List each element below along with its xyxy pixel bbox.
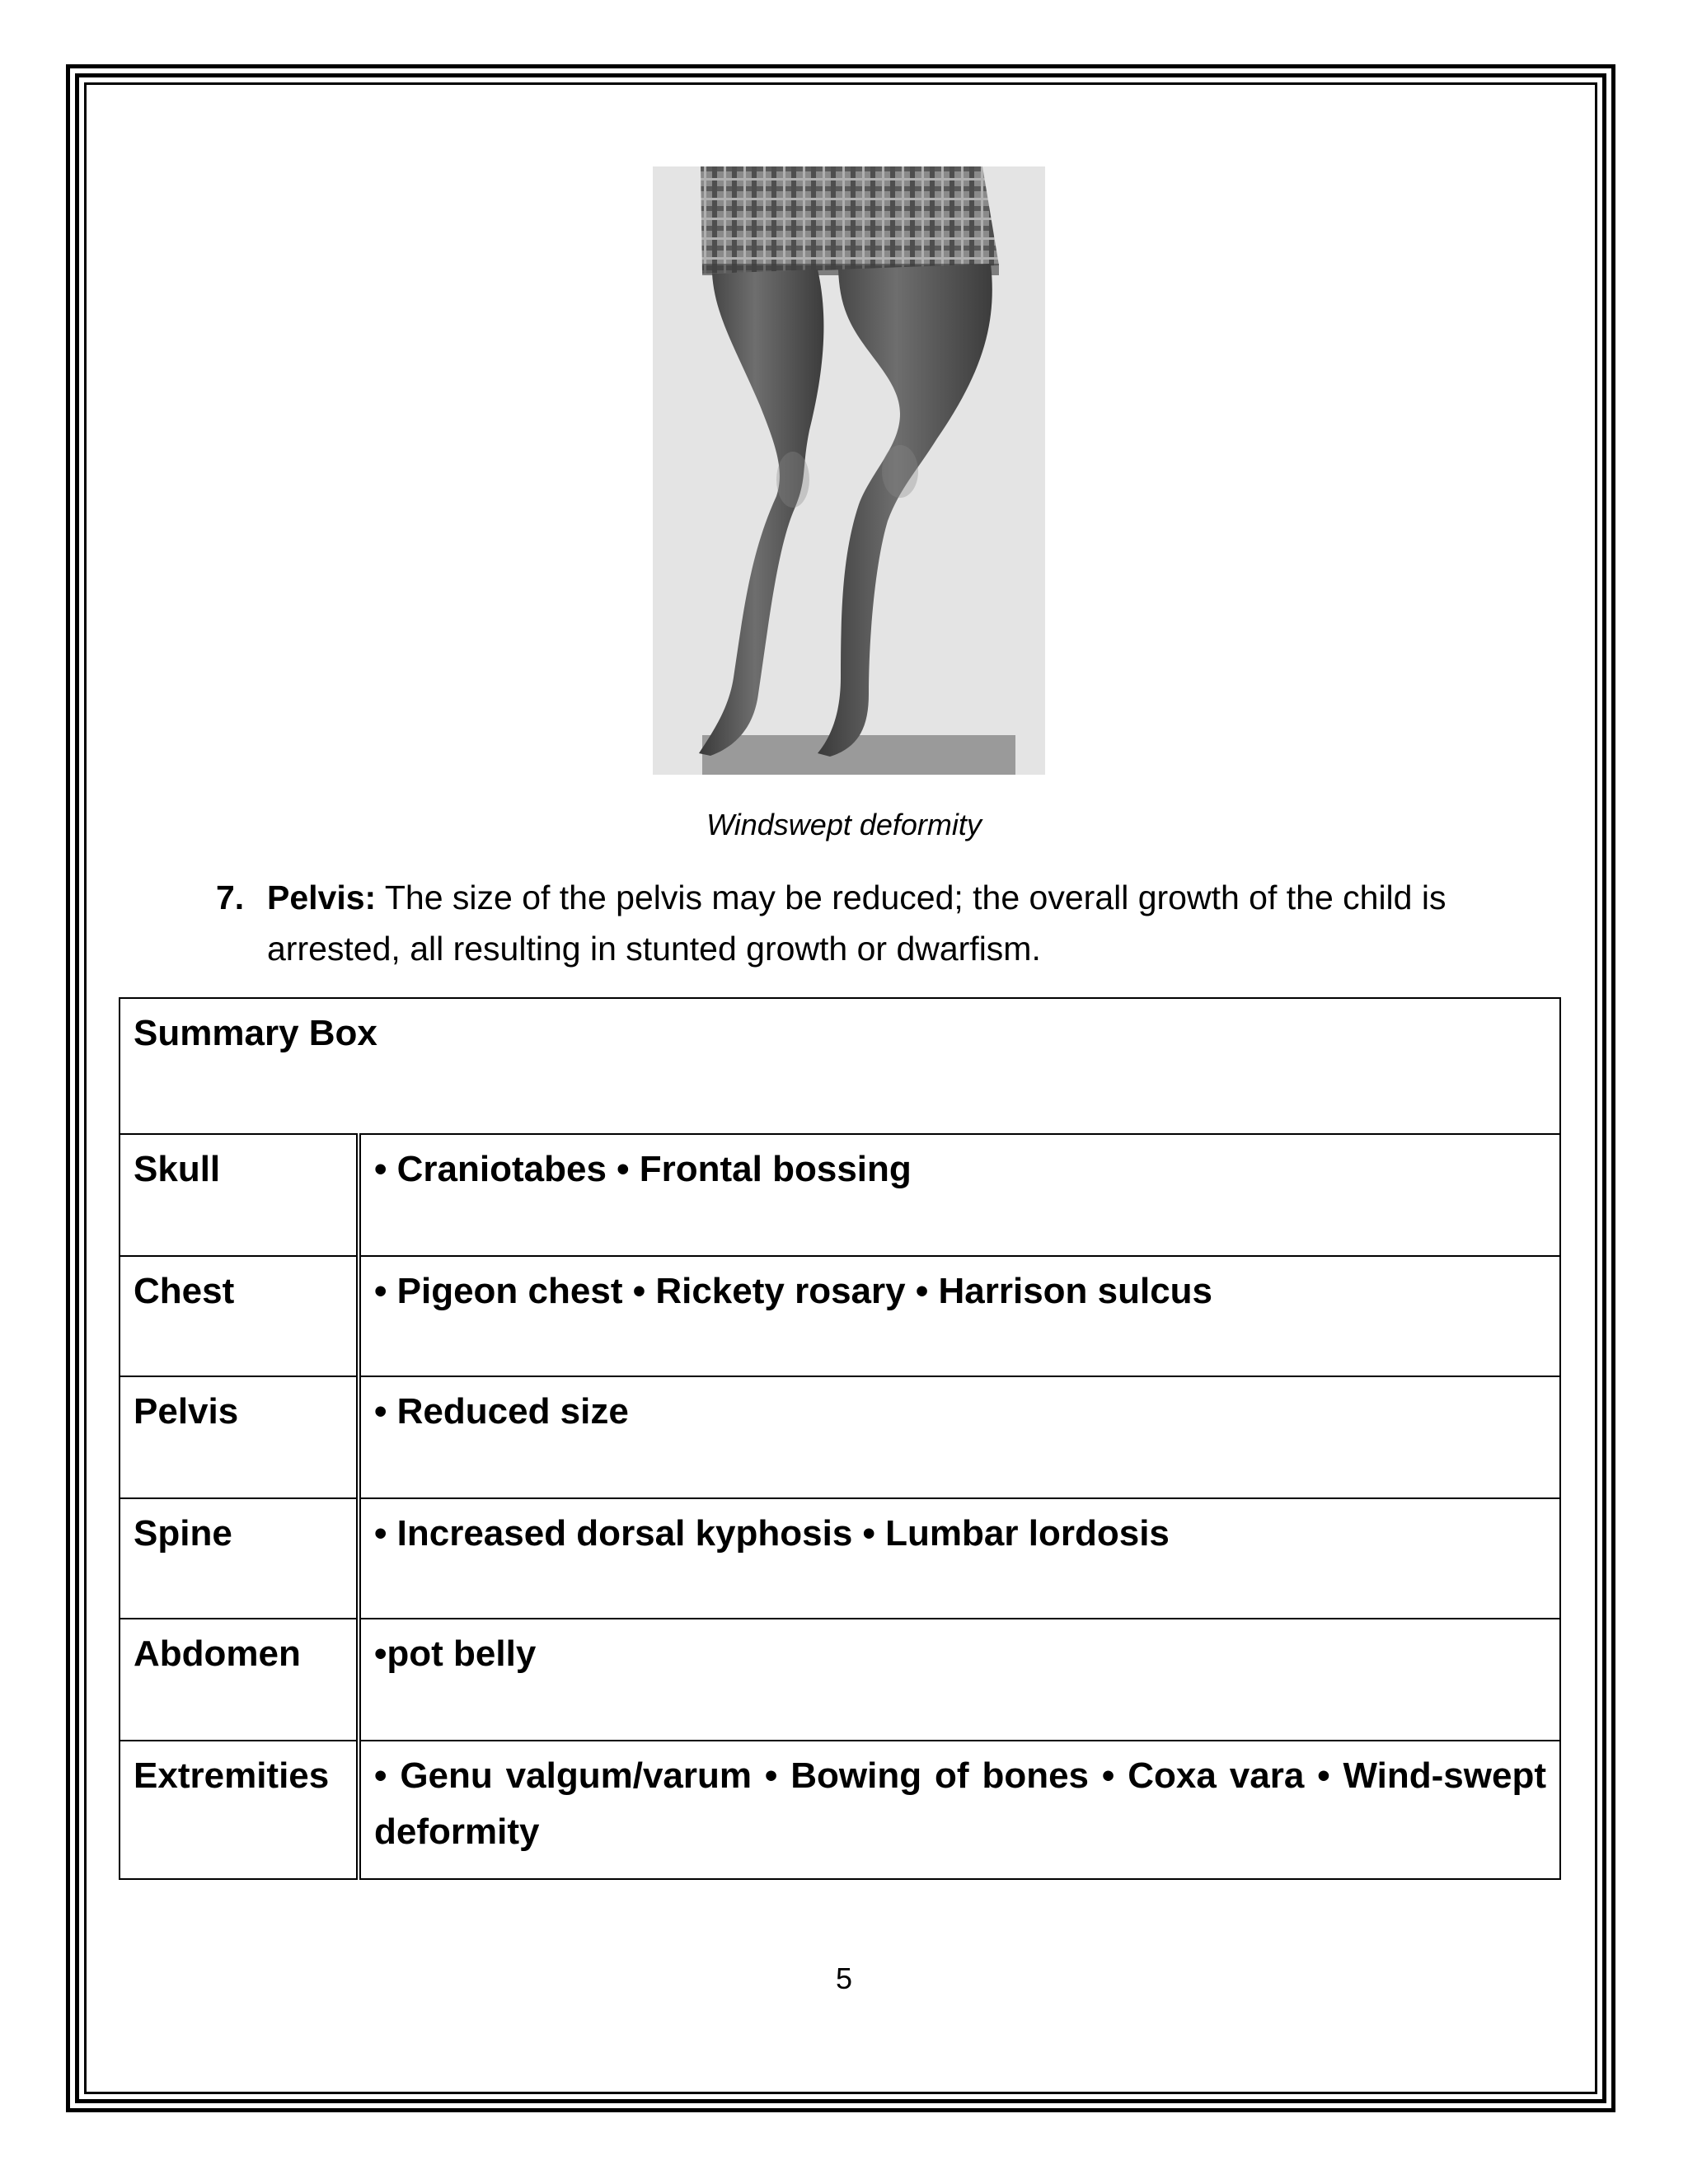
row-label: Extremities <box>120 1741 359 1879</box>
row-value: • Pigeon chest • Rickety rosary • Harrison sulcus <box>359 1256 1560 1376</box>
row-label: Chest <box>120 1256 359 1376</box>
row-label: Abdomen <box>120 1619 359 1741</box>
table-row <box>120 1619 1560 1741</box>
table-row <box>120 1376 1560 1498</box>
row-label: Spine <box>120 1498 359 1619</box>
list-item-body <box>267 872 1502 974</box>
summary-box-header-row <box>120 998 1560 1134</box>
table-row <box>120 1498 1560 1619</box>
list-item-text: The size of the pelvis may be reduced; the overall growth of the child is arrested, all resulting in stunted growth or dwarfism. <box>267 879 1447 968</box>
page-number: 5 <box>835 1961 853 1995</box>
row-value: • Reduced size <box>359 1376 1560 1498</box>
row-label: Pelvis <box>120 1376 359 1498</box>
row-value: • Genu valgum/varum • Bowing of bones • Coxa vara • Wind-swept deformity <box>359 1741 1560 1879</box>
list-number: 7. <box>216 879 245 916</box>
table-row <box>120 1741 1560 1879</box>
row-value: • Craniotabes • Frontal bossing <box>359 1134 1560 1256</box>
summary-box-table <box>119 997 1561 1880</box>
numbered-paragraph-pelvis <box>216 872 1502 974</box>
row-value: •pot belly <box>359 1619 1560 1741</box>
windswept-deformity-photo <box>653 166 1045 775</box>
summary-box-title: Summary Box <box>120 998 1560 1134</box>
row-label: Skull <box>120 1134 359 1256</box>
figure-caption: Windswept deformity <box>706 808 982 841</box>
table-row <box>120 1256 1560 1376</box>
row-value: • Increased dorsal kyphosis • Lumbar lordosis <box>359 1498 1560 1619</box>
table-row <box>120 1134 1560 1256</box>
list-item-term: Pelvis: <box>267 879 377 916</box>
